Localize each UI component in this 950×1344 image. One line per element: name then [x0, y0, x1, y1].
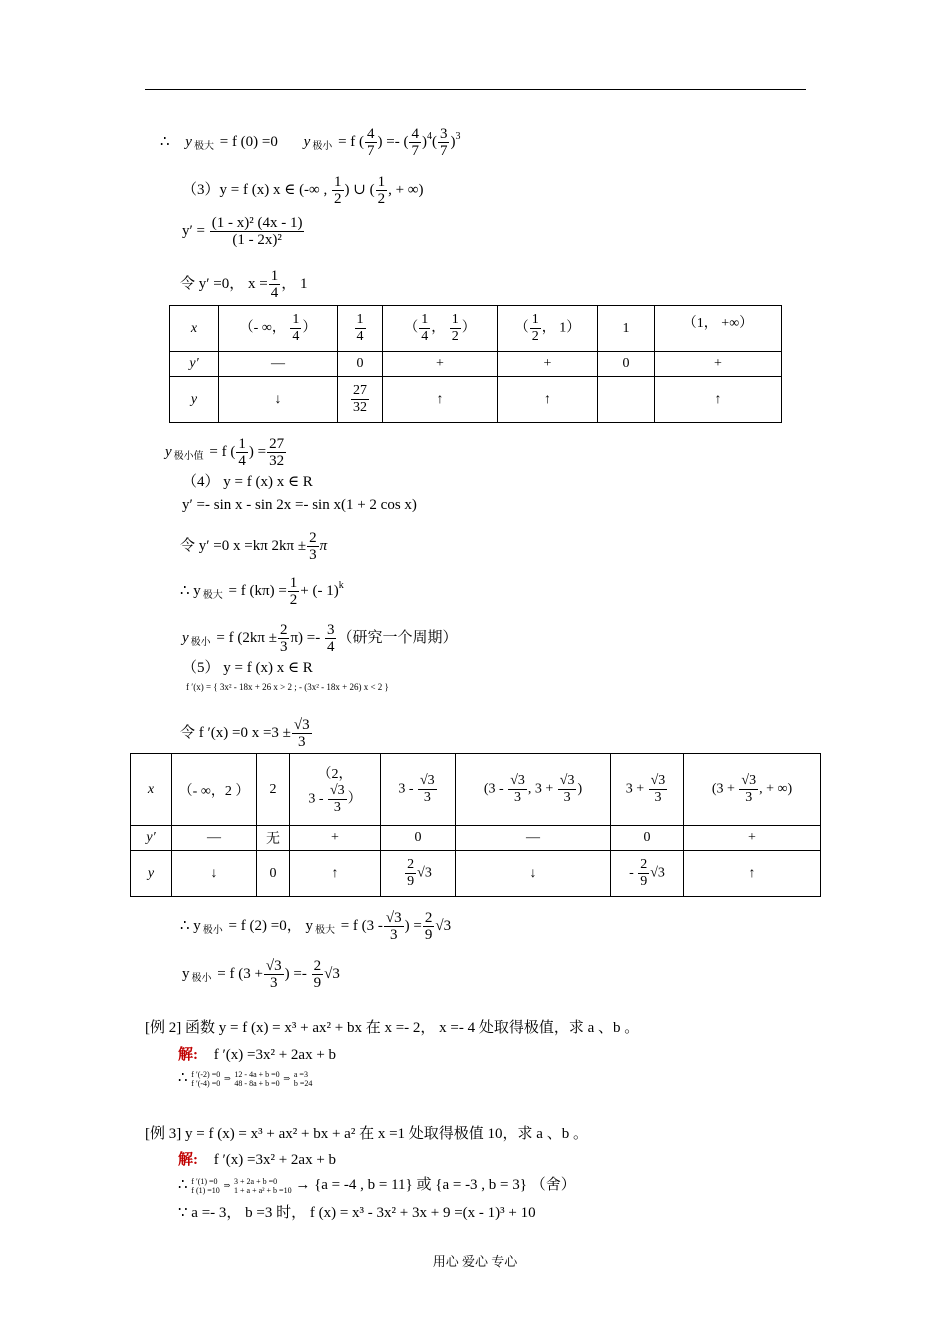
sign-table-1: x （- ∞， $\frac{1}{4}$ ） $\frac{1}{4}$ （ $\frac{1}{4}$ ， $\frac{1}{2}$ ） （ $\frac{1}{2}$ ， 1） 1 （1， +∞） y′ — 0 + + 0 + y ↓ $\frac{27}{32}$ ↑ ↑ ↑ — [169, 305, 782, 423]
line-min-value-3: y $_{极小值}$ = f ( $\frac{1}{4}$ ) = $\frac{27}{32}$ — [165, 436, 285, 469]
line-case-3: （3）y = f (x) x ∈ (-∞ , $\frac{1}{2}$ ) ∪ ( $\frac{1}{2}$ , + ∞) — [182, 174, 424, 207]
page-footer: 用心 爱心 专心 — [432, 1254, 518, 1269]
sign-table-2: x （- ∞，2 ） 2 （2， 3 - $\frac{√3}{3}$ ） 3 - $\frac{√3}{3}$ (3 - $\frac{√3}{3}$ , 3 + $\frac{√3}{3}$ ) 3 + $\frac{√3}{3}$ (3 + $\frac{√3}{3}$ , + ∞) y′ — 无 + 0 — 0 + y ↓ 0 ↑ $\frac{2}{9}$ √3 ↓ - $\frac{2}{9}$ √3 ↑ — [130, 753, 821, 897]
example-2-system: ∴ f ′(-2) =0 f ′(-4) =0 ⇒ 12 - 4a + b =0 48 - 8a + b =0 ⇒ a =3 b =24 — [178, 1069, 313, 1088]
example-3-title: [例 3] y = f (x) = x³ + ax² + bx + a² 在 x =1 处取得极值 10，求 a 、b 。 — [145, 1126, 588, 1142]
line-derivative-3: y′ = $\frac{\text{(1 - x)² (4x - 1)}}{\text{(1 - 2x)²}}$ — [182, 215, 303, 248]
example-2-title: [例 2] 函数 y = f (x) = x³ + ax² + bx 在 x =- 2， x =- 4 处取得极值，求 a 、b 。 — [145, 1020, 640, 1036]
line-derivative-4: y′ =- sin x - sin 2x =- sin x(1 + 2 cos x) — [182, 497, 417, 513]
example-3-solution: 解: f ′(x) =3x² + 2ax + b — [178, 1152, 337, 1168]
line-critical-4: 令 y′ =0 x =kπ 2kπ ± $\frac{2}{3}$ π — [180, 530, 328, 563]
line-min-4: y $_{极小}$ = f (2kπ ± $\frac{2}{3}$ π) =- $\frac{3}{4}$ （研究一个周期） — [182, 622, 458, 655]
line-critical-5: 令 f ′(x) =0 x =3 ± $\frac{√3}{3}$ — [180, 717, 310, 750]
line-extrema-5: ∴ y $_{极小}$ = f (2) =0， y $_{极大}$ = f (3 - $\frac{√3}{3}$ ) = $\frac{2}{9}$ √3 — [180, 910, 452, 943]
line-case-5: （5） y = f (x) x ∈ R — [182, 660, 313, 676]
example-3-check: ∵ a =- 3， b =3 时， f (x) = x³ - 3x² + 3x + 9 =(x - 1)³ + 10 — [178, 1205, 536, 1221]
line-case-4: （4） y = f (x) x ∈ R — [182, 474, 313, 490]
example-3-system: ∴ f ′(1) =0 f (1) =10 ⇒ 3 + 2a + b =0 1 + a + a² + b =10 → {a = -4 , b = 11} 或 {a = -3 , b = 3} （舍） — [178, 1176, 576, 1195]
line-min-5: y $_{极小}$ = f (3 + $\frac{√3}{3}$ ) =- $\frac{2}{9}$ √3 — [182, 958, 340, 991]
line-extrema-result: ∴ y $_{极大}$ = f (0) =0 y $_{极小}$ = f ( $\frac{4}{7}$ ) =- ( $\frac{4}{7}$ )$^4$( $\frac{3}{7}$ )$^3$ — [160, 126, 461, 159]
example-2-solution: 解: f ′(x) =3x² + 2ax + b — [178, 1047, 337, 1063]
header-rule — [145, 89, 806, 90]
line-critical-3: 令 y′ =0， x = $\frac{1}{4}$ ， 1 — [180, 268, 308, 301]
line-max-4: ∴ y $_{极大}$ = f (kπ) = $\frac{1}{2}$ + (- 1)$^k$ — [180, 575, 344, 608]
line-piecewise-5: f ′(x) = { 3x² - 18x + 26 x > 2 ; - (3x² - 18x + 26) x < 2 } — [186, 682, 389, 692]
